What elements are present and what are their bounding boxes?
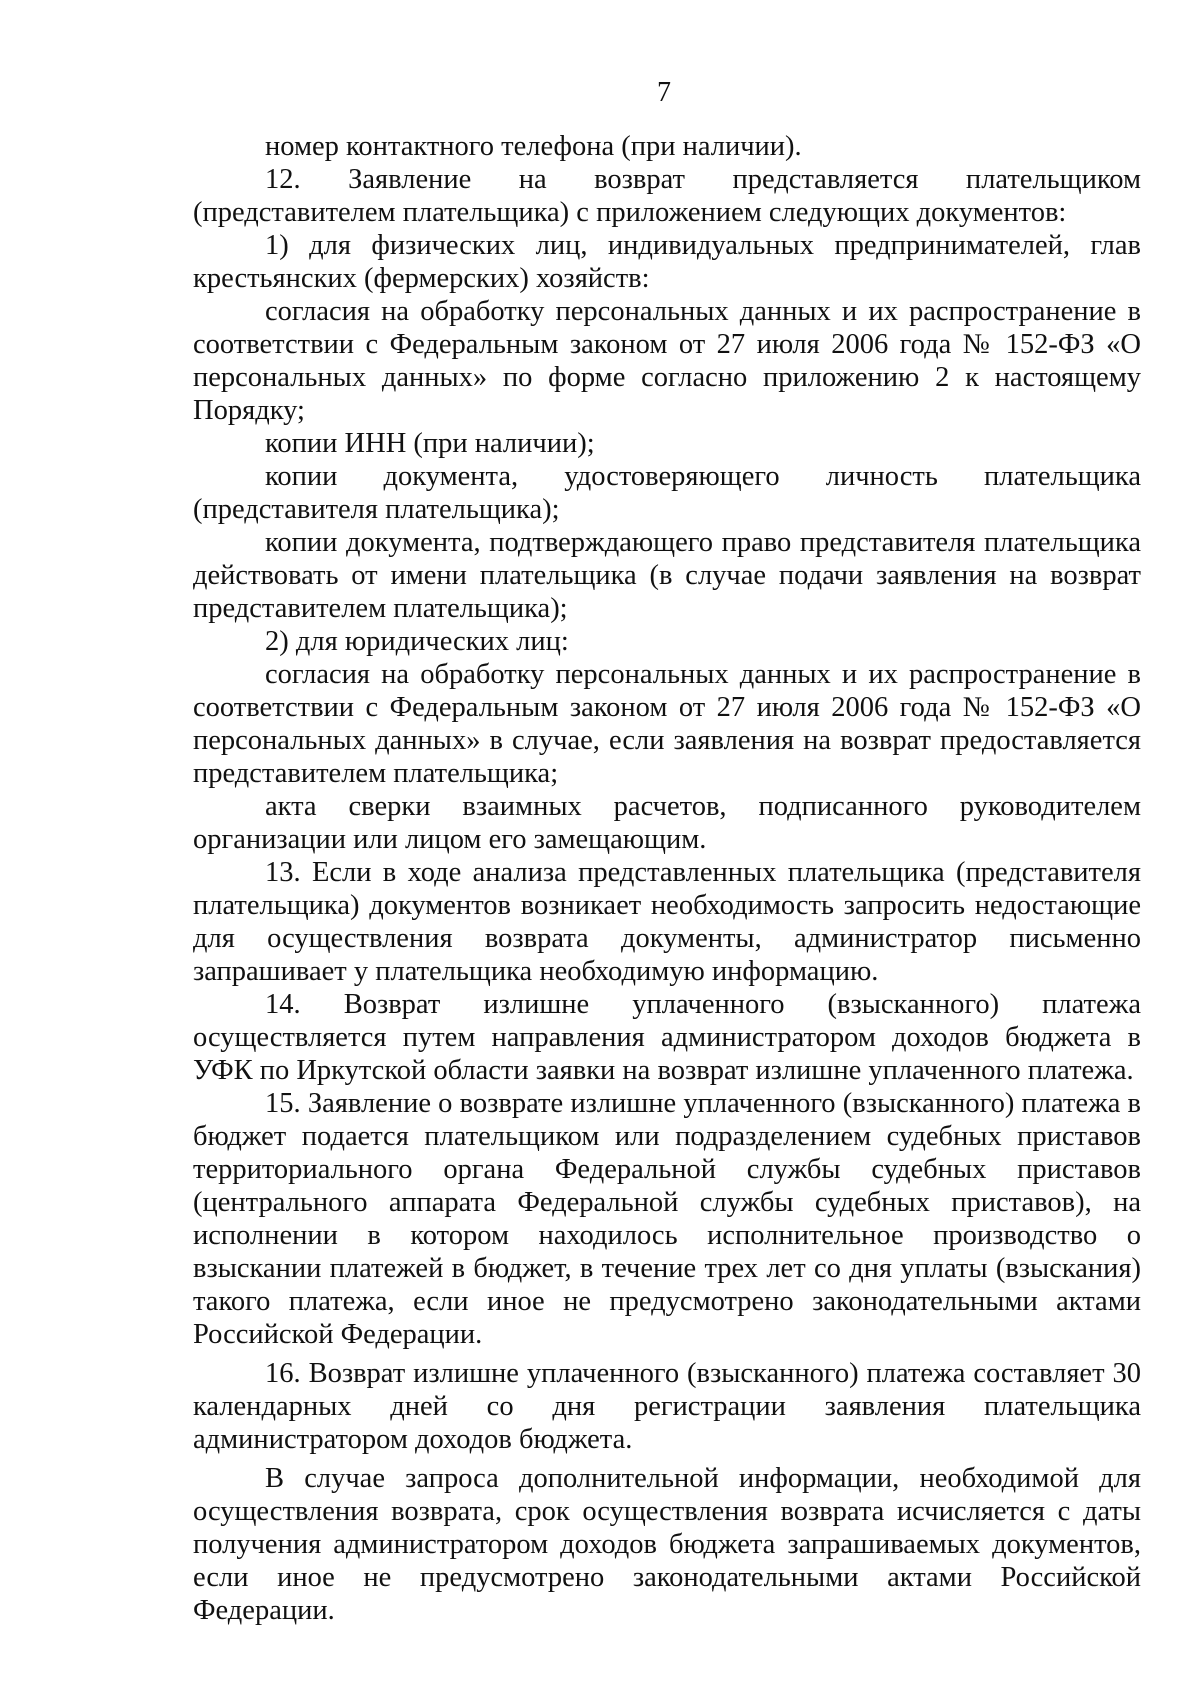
paragraph-12-1: 1) для физических лиц, индивидуальных предпринимателей, глав крестьянских (фермерских) хозяйств: (193, 230, 1141, 294)
paragraph-16: 16. Возврат излишне уплаченного (взысканного) платежа составляет 30 календарных дней со дня регистрации заявления плательщика администратором доходов бюджета. (193, 1358, 1141, 1455)
paragraph-12: 12. Заявление на возврат представляется плательщиком (представителем плательщика) с приложением следующих документов: (193, 164, 1141, 228)
paragraph-15: 15. Заявление о возврате излишне уплаченного (взысканного) платежа в бюджет подается плательщиком или подразделением судебных приставов территориального органа Федеральной службы судебных приставов (центрального аппарата Федеральной службы судебных приставов), на исполнении в котором находилось исполнительное производство о взыскании платежей в бюджет, в течение трех лет со дня уплаты (взыскания) такого платежа, если иное не предусмотрено законодательными актами Российской Федерации. (193, 1088, 1141, 1350)
paragraph-consent-individuals: согласия на обработку персональных данных и их распространение в соответствии с Федеральным законом от 27 июля 2006 года № 152-ФЗ «О персональных данных» по форме согласно приложению 2 к настоящему Порядку; (193, 296, 1141, 426)
paragraph-consent-legal: согласия на обработку персональных данных и их распространение в соответствии с Федеральным законом от 27 июля 2006 года № 152-ФЗ «О персональных данных» в случае, если заявления на возврат предоставляется представителем плательщика; (193, 659, 1141, 789)
paragraph-13: 13. Если в ходе анализа представленных плательщика (представителя плательщика) документов возникает необходимость запросить недостающие для осуществления возврата документы, администратор письменно запрашивает у плательщика необходимую информацию. (193, 857, 1141, 987)
paragraph-additional-info: В случае запроса дополнительной информации, необходимой для осуществления возврата, срок осуществления возврата исчисляется с даты получения администратором доходов бюджета запрашиваемых документов, если иное не предусмотрено законодательными актами Российской Федерации. (193, 1463, 1141, 1626)
paragraph-reconciliation-act: акта сверки взаимных расчетов, подписанного руководителем организации или лицом его замещающим. (193, 791, 1141, 855)
paragraph-14: 14. Возврат излишне уплаченного (взысканного) платежа осуществляется путем направления администратором доходов бюджета в УФК по Иркутской области заявки на возврат излишне уплаченного платежа. (193, 989, 1141, 1086)
paragraph-authority-copy: копии документа, подтверждающего право представителя плательщика действовать от имени плательщика (в случае подачи заявления на возврат представителем плательщика); (193, 527, 1141, 624)
page-number: 7 (657, 77, 671, 108)
document-body (193, 130, 1141, 1627)
paragraph-contact-phone: номер контактного телефона (при наличии). (265, 131, 802, 162)
paragraph-inn-copy: копии ИНН (при наличии); (265, 428, 595, 459)
paragraph-id-copy: копии документа, удостоверяющего личность плательщика (представителя плательщика); (193, 461, 1141, 525)
paragraph-12-2: 2) для юридических лиц: (265, 626, 569, 657)
